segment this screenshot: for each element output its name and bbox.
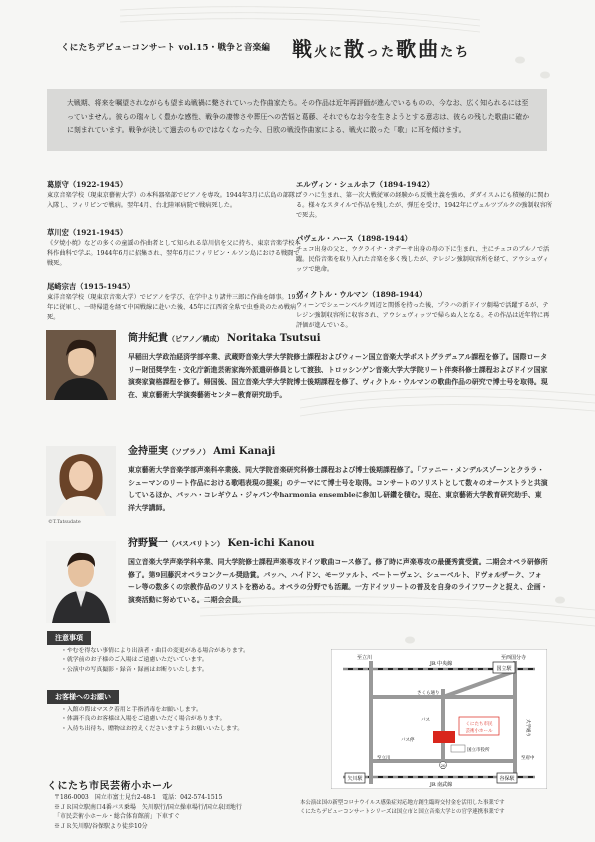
performer-entry — [128, 333, 548, 401]
performer-photo-tsutsui — [46, 330, 116, 400]
performer-photo-kanou — [46, 541, 116, 623]
composer-name: 尾崎宗吉（1915-1945） — [47, 282, 135, 291]
hall-label: 芸術小ホール — [465, 729, 493, 734]
composer-entry — [47, 282, 305, 324]
composer-bio: 東洋音楽学校（現東京音楽大学）でピアノを学び、在学中より諸井三郎に作曲を師事。1939年に従軍し、一時帰還を経て中国戦線に赴いた後、45年に江西省全県で虫垂炎のため戦病死。 — [47, 294, 304, 322]
funding-note-line: 本公演は国の新型コロナウイルス感染症対応地方創生臨時交付金を活用した事業です — [300, 800, 505, 806]
venue-access-line: ※ＪＲ矢川駅/谷保駅より徒歩10分 — [54, 822, 148, 830]
performer-entry — [128, 538, 548, 606]
funding-note-line: くにたちデビューコンサートシリーズは国立市と国立音楽大学との官学連携事業です — [300, 809, 505, 816]
bus-label: バス — [421, 718, 430, 723]
title-char: 歌 — [396, 37, 419, 61]
composer-entry — [296, 290, 554, 332]
request-item: ・入館の際はマスク着用と手指消毒をお願いします。 — [61, 707, 202, 713]
composer-entry — [47, 180, 305, 211]
hall-label: くにたち市民 — [465, 722, 493, 727]
map-direction-label: 至立川 — [377, 756, 391, 761]
title-char: 戦 — [292, 37, 314, 61]
notice-item: ・やむを得ない事情により出演者・曲目の変更がある場合があります。 — [61, 648, 250, 654]
composer-entry — [296, 180, 554, 222]
title-char: 曲 — [418, 37, 441, 61]
composer-bio: チェコ出身の父と、ウクライナ・オデーサ出身の母の下に生まれ、主にチェコのブルノで活躍。民俗音楽を取り入れた音楽を多く残したが、テレジン強制収容所を経て、アウシュヴィッツで絶命。 — [296, 246, 550, 274]
composer-bio: 《夕焼小焼》などの多くの童謡の作曲者として知られる草川信を父に持ち、東京音楽学校本科作曲科で学ぶ。1944年6月に招集され、翌年6月にフィリピン・ルソン島における戦闘で戦死。 — [47, 240, 301, 268]
funding-note — [300, 799, 505, 817]
request-item: ・体調不良のお客様は入場をご遠慮いただく場合があります。 — [61, 716, 226, 723]
notice-label: 注意事項 — [47, 631, 91, 645]
access-map — [331, 649, 547, 789]
yaho-station-label: 谷保駅 — [499, 776, 515, 782]
performer-roman-name: Noritaka Tsutsui — [226, 333, 321, 344]
performer-name: 狩野賢一 — [128, 538, 168, 549]
title-char: 火 — [314, 45, 330, 60]
nanbu-line-label: JR 南武線 — [429, 782, 453, 788]
notice-list — [61, 647, 249, 675]
composer-name: パヴェル・ハース（1898-1944） — [296, 234, 412, 243]
composer-name: エルヴィン・シュルホフ（1894-1942） — [296, 180, 434, 189]
bus-stop-label: バス停 — [401, 738, 415, 743]
map-direction-label: 至立川 — [357, 655, 373, 661]
route20-label: 20 — [440, 763, 446, 768]
map-direction-label: 至府中 — [521, 756, 535, 761]
performer-photo-kanaji — [46, 446, 116, 516]
performer-bio: 東京藝術大学音楽学部声楽科卒業後、同大学院音楽研究科修士課程および博士後期課程修了。「ファニー・メンデルスゾーンとクララ・シューマンのリート作品における歌唱表現の提案」のテーマにて博士号を取得。コンサートのソリストとして数々のオーケストラと共演しているほか、バッハ・コレギウム・ジャパンやharmonia ensembleに参加し研鑽を積む。現在、東京藝術大学教育研究助手、東洋大学講師。 — [128, 466, 548, 512]
request-label: お客様へのお願い — [47, 690, 119, 704]
performer-entry — [128, 446, 548, 514]
venue-access-line: ※ＪＲ国立駅南口4番バス乗場 矢川駅行/国立操車場行/国立泉団地行 — [54, 803, 242, 811]
composer-bio: ウィーンでシェーンベルク周辺と関係を持った後、プラハの新ドイツ劇場で活躍するが、テレジン強制収容所に収容され、アウシュヴィッツで帰らぬ人となる。その作品は近年特に再評価が進んでいる。 — [296, 302, 550, 330]
concert-series-label: くにたちデビューコンサート vol.15・戦争と音楽編 — [61, 43, 271, 53]
request-item: ・入待ち出待ち、贈物はお控えくださいますようお願いいたします。 — [61, 725, 244, 732]
performer-name-line — [128, 333, 548, 345]
performer-name-line — [128, 446, 548, 458]
kunitachi-station-label: 国立駅 — [496, 666, 512, 672]
sakura-street-label: さくら通り — [417, 691, 440, 696]
performer-name: 金持亜実 — [128, 446, 168, 457]
performer-role: （バスバリトン） — [168, 539, 224, 548]
composer-bio: 東京音楽学校（現東京藝術大学）の本科器楽部でピアノを専攻。1944年3月に広島の部隊に入隊し、フィリピンで戦病。翌年4月、台北陸軍病院で戦病死した。 — [47, 192, 302, 210]
title-char: 散 — [344, 37, 367, 61]
composer-name: 葛原守（1922-1945） — [47, 180, 128, 189]
request-list — [61, 706, 243, 734]
notice-item: ・公演中の写真撮影・録音・録画はお断りいたします。 — [61, 666, 208, 673]
yagawa-station-label: 矢川駅 — [347, 776, 363, 782]
venue-address: 〒186-0003 国立市富士見台2-48-1 電話：042-574-1515 — [54, 794, 223, 801]
composer-name: ヴィクトル・ウルマン（1898-1944） — [296, 290, 427, 299]
composer-entry — [47, 228, 305, 270]
chuo-line-label: JR 中央線 — [429, 661, 453, 667]
venue-access-line: 「市民芸術小ホール・総合体育館前」下車すぐ — [54, 813, 180, 821]
performer-role: （ソプラノ） — [168, 447, 210, 456]
performer-bio: 早稲田大学政治経済学部卒業、武蔵野音楽大学大学院修士課程およびウィーン国立音楽大学ポストグラデュアル課程を修了。国際ロータリー財団奨学生・文化庁新進芸術家海外派遣研修員として渡独、トロッシンゲン音楽大学大学院リート伴奏科修士課程およびドイツ国家演奏家資格課程を修了。帰国後、国立音楽大学大学院博士後期課程を修了、ヴィクトル・ウルマンの歌曲作品の研究で博士号を取得。現在、東京藝術大学演奏藝術センター教育研究助手。 — [128, 353, 548, 399]
title-char: に — [329, 45, 345, 60]
performer-roman-name: Ami Kanaji — [213, 446, 276, 457]
composer-name: 草川宏（1921-1945） — [47, 228, 128, 237]
city-hall-label: 国立市役所 — [467, 748, 490, 753]
composer-bio: プラハに生まれ、第一次大戦従軍の経験から反戦主義を強め、ダダイスムにも積極的に関わる。様々なスタイルで作品を残したが、弾圧を受け、1942年にヴュルツブルクの強制収容所で死去。 — [296, 192, 553, 220]
performer-bio: 国立音楽大学声楽学科卒業、同大学院修士課程声楽専攻ドイツ歌曲コース修了。修了時に声楽専攻の最優秀賞受賞。二期会オペラ研修所修了。第9回藤沢オペラコンクール奨励賞。バッハ、ハイドン、モーツァルト、ベートーヴェン、シューベルト、ドヴォルザーク、フォーレ等の数多くの宗教作品のソリストを務める。オペラの分野でも活躍。一方ドイツリートの普及を自身のライフワークと捉え、企画・演奏活動に努めている。二期会会員。 — [128, 558, 548, 604]
performer-role: （ピアノ／構成） — [168, 334, 224, 343]
concert-title — [292, 33, 470, 62]
title-char: っ — [366, 45, 382, 60]
title-char: た — [381, 45, 397, 60]
performer-roman-name: Ken-ichi Kanou — [227, 538, 315, 549]
performer-name-line — [128, 538, 548, 550]
venue-name: くにたち市民芸術小ホール — [47, 781, 173, 792]
intro-text: 大戦期、将来を嘱望されながらも望まぬ戦禍に斃されていった作曲家たち。その作品は近年再評価が進んでいるものの、今なお、広く知られるには至っていません。彼らの瑞々しく豊かな感性、戦争の凄惨さや葬圧への苦悩と葛藤、それでもなお今を生きようとする意志は、彼らの残した歌曲に確かに刻まれています。戦争が決して過去のものではなくなった今、日欧の戦没作曲家による、戦火に散った「歌」に耳を傾けます。 — [47, 89, 547, 151]
map-direction-label: 至西国分寺 — [501, 655, 527, 661]
notice-item: ・就学前のお子様のご入場はご遠慮いただいています。 — [61, 657, 208, 664]
title-char: た — [440, 45, 456, 60]
daigaku-street-label: 大学通り — [525, 719, 530, 737]
hall-marker — [433, 731, 455, 743]
photo-credit: ©T.Tatsudate — [48, 520, 81, 525]
venue-access — [54, 793, 242, 831]
title-char: ち — [455, 45, 471, 60]
composer-entry — [296, 234, 554, 276]
performer-name: 筒井紀貴 — [128, 333, 168, 344]
